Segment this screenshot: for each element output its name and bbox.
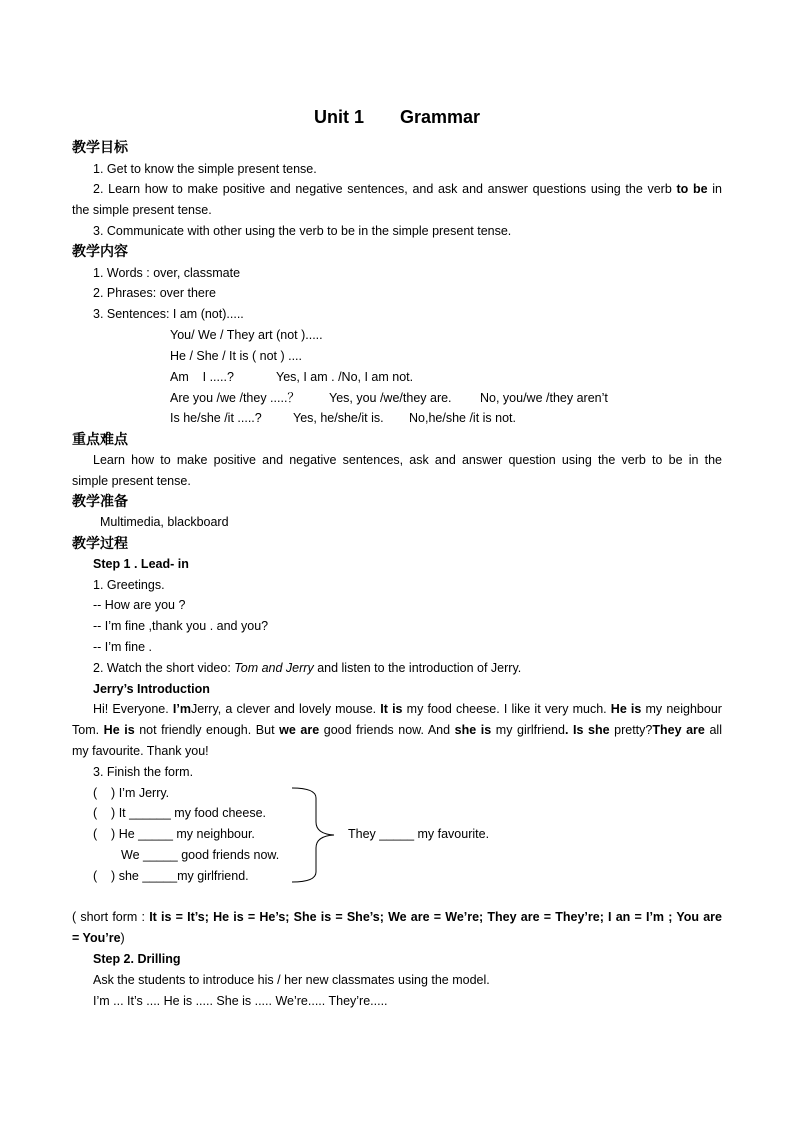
video-line: 2. Watch the short video: Tom and Jerry and listen to the introduction of Jerry.	[93, 661, 522, 675]
content-sentences: 3. Sentences: I am (not).....	[93, 307, 244, 321]
step2-heading: Step 2. Drilling	[93, 952, 181, 966]
form-row-3: ( ) He _____ my neighbour.	[93, 827, 255, 841]
greeting-3: -- I’m fine .	[93, 640, 153, 654]
objective-2-cont: the simple present tense.	[72, 203, 212, 217]
form-row-5: ( ) she _____my girlfriend.	[93, 869, 249, 883]
sentence-4a: Am I .....?	[170, 370, 234, 384]
sentence-6b: Yes, he/she/it is.	[293, 411, 384, 425]
preparation-text: Multimedia, blackboard	[100, 515, 229, 529]
sentence-5a: Are you /we /they .....？	[170, 391, 300, 405]
title-unit: Unit 1	[313, 107, 364, 127]
short-form-line1: ( short form : It is = It’s; He is = He’s; She is = She’s; We are = We’re; They are = They’re; I an = I’m ; You are	[72, 910, 722, 924]
key-points-heading: 重点难点	[72, 432, 128, 448]
sentence-3: He / She / It is ( not ) ....	[170, 349, 302, 363]
intro-line2: Tom. He is not friendly enough. But we are good friends now. And she is my girlfriend. Is she pretty?They are all	[72, 723, 722, 737]
greeting-1: -- How are you ?	[93, 598, 186, 612]
curly-brace-icon	[290, 786, 346, 884]
step1-heading: Step 1 . Lead- in	[93, 557, 189, 571]
sentence-5b: Yes, you /we/they are.	[329, 391, 452, 405]
sentence-4b: Yes, I am . /No, I am not.	[276, 370, 414, 384]
title-topic: Grammar	[399, 107, 481, 127]
key-points-line2: simple present tense.	[72, 474, 191, 488]
sentence-6a: Is he/she /it .....?	[170, 411, 262, 425]
greeting-2: -- I’m fine ,thank you . and you?	[93, 619, 269, 633]
sentence-6c: No,he/she /it is not.	[409, 411, 517, 425]
drill-2: I’m ... It’s .... He is ..... She is ..... We’re..... They’re.....	[93, 994, 388, 1008]
intro-line3: my favourite. Thank you!	[72, 744, 209, 758]
content-phrases: 2. Phrases: over there	[93, 286, 216, 300]
key-points-line1: Learn how to make positive and negative sentences, ask and answer question using the verb to be in the	[93, 453, 722, 467]
process-heading: 教学过程	[72, 536, 128, 552]
drill-1: Ask the students to introduce his / her new classmates using the model.	[93, 973, 490, 987]
short-form-line2: = You’re)	[72, 931, 125, 945]
form-row-2: ( ) It ______ my food cheese.	[93, 806, 267, 820]
preparation-heading: 教学准备	[72, 494, 128, 510]
page-title	[0, 106, 794, 128]
intro-heading: Jerry’s Introduction	[93, 682, 210, 696]
intro-line1: Hi! Everyone. I’mJerry, a clever and lovely mouse. It is my food cheese. I like it very much. He is my neighbour	[93, 702, 722, 716]
form-row-1: ( ) I’m Jerry.	[93, 786, 170, 800]
objective-3: 3. Communicate with other using the verb to be in the simple present tense.	[93, 224, 512, 238]
form-row-4: We _____ good friends now.	[121, 848, 280, 862]
objective-1: 1. Get to know the simple present tense.	[93, 162, 317, 176]
form-title: 3. Finish the form.	[93, 765, 194, 779]
form-right: They _____ my favourite.	[348, 827, 490, 841]
greetings: 1. Greetings.	[93, 578, 165, 592]
content-heading: 教学内容	[72, 244, 128, 260]
objective-2: 2. Learn how to make positive and negative sentences, and ask and answer questions using the verb to be in	[93, 182, 722, 196]
content-words: 1. Words : over, classmate	[93, 266, 241, 280]
objectives-heading: 教学目标	[72, 140, 128, 156]
sentence-5c: No, you/we /they aren’t	[480, 391, 608, 405]
sentence-2: You/ We / They art (not ).....	[170, 328, 323, 342]
